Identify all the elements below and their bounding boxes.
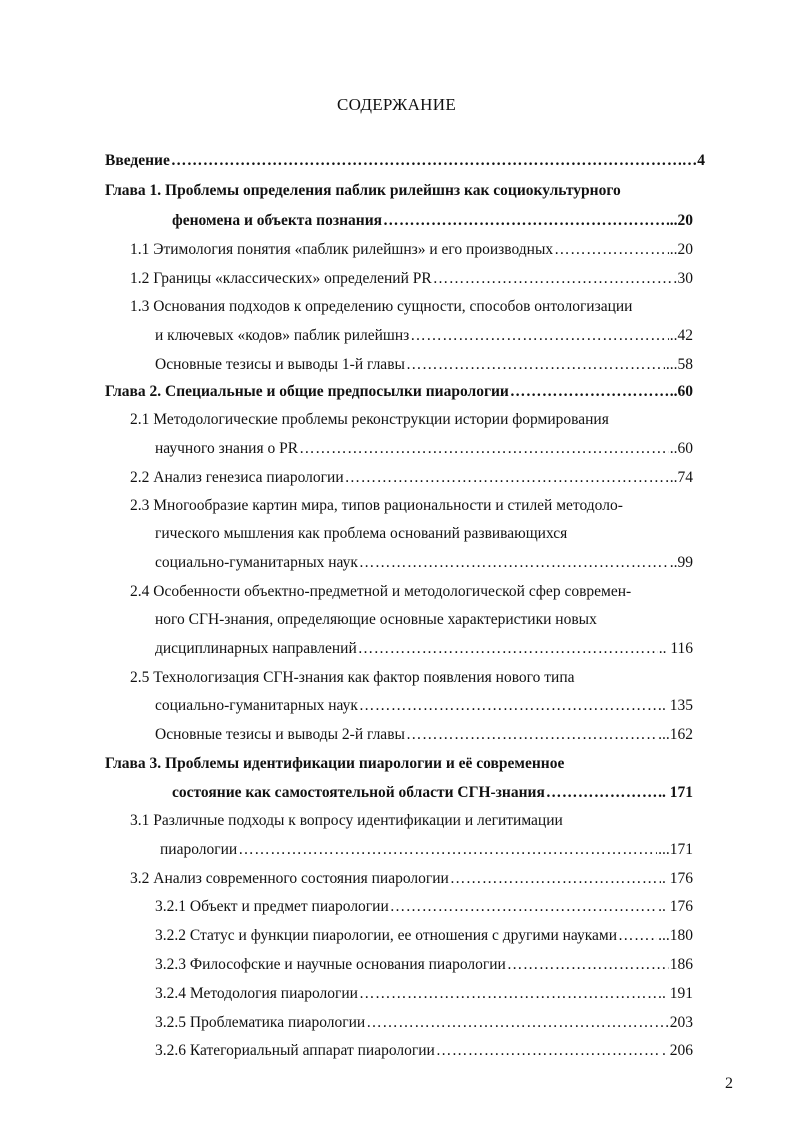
toc-entry-text: 3.2.4 Методология пиарологии: [155, 985, 358, 1002]
toc-leader: [359, 697, 661, 715]
toc-entry-3-1: 3.1 Различные подходы к вопросу идентификации и легитимации: [130, 812, 563, 829]
toc-entry-text: 3.2.6 Категориальный аппарат пиарологии: [155, 1042, 435, 1059]
toc-entry-3-1-cont: [160, 841, 693, 859]
toc-entry-page: ..20: [669, 241, 693, 258]
toc-leader: [171, 152, 681, 170]
toc-entry-2-4: 2.4 Особенности объектно-предметной и методологической сфер современ-: [130, 583, 632, 600]
toc-entry-1-3: 1.3 Основания подходов к определению сущности, способов онтологизации: [130, 298, 633, 315]
toc-entry-page: ...58: [665, 356, 693, 373]
toc-entry-text: 3.2.1 Объект и предмет пиарологии: [155, 898, 389, 915]
toc-entry-text: 1.1 Этимология понятия «паблик рилейшнз» и его производных: [130, 241, 554, 258]
toc-leader: [436, 1042, 661, 1060]
page-title: СОДЕРЖАНИЕ: [336, 95, 457, 114]
toc-entry-text: 1.2 Границы «классических» определений PR: [130, 270, 432, 287]
toc-entry-page: .. 171: [658, 784, 693, 801]
toc-entry-3-2: [130, 870, 693, 888]
toc-leader: [345, 469, 669, 487]
toc-leader: [390, 898, 657, 916]
page-number: 2: [725, 1075, 733, 1092]
toc-entry-text: 2.2 Анализ генезиса пиарологии: [130, 469, 344, 486]
toc-entry-3-2-4: [155, 985, 693, 1003]
toc-entry-text: пиарологии: [160, 841, 238, 858]
toc-entry-page: ..99: [669, 554, 693, 571]
toc-leader: [507, 956, 669, 974]
toc-entry-text: феномена и объекта познания: [172, 212, 383, 229]
toc-entry-2-4-cont: ного СГН-знания, определяющие основные характеристики новых: [155, 611, 597, 628]
toc-entry-summary-1: [155, 356, 693, 374]
toc-leader: [406, 356, 665, 374]
toc-entry-page: ..74: [669, 469, 693, 486]
toc-entry-page: ...180: [658, 927, 693, 944]
toc-entry-text: 3.2 Анализ современного состояния пиарологии: [130, 870, 449, 887]
toc-leader: [358, 640, 658, 658]
toc-chapter-3-title: Глава 3. Проблемы идентификации пиарологии и её современное: [105, 755, 565, 772]
toc-entry-page: . 135: [662, 697, 693, 714]
toc-entry-2-4-end: [155, 640, 693, 658]
toc-entry-3-2-2: [155, 927, 693, 945]
toc-entry-2-3-end: [155, 554, 693, 572]
toc-entry-text: состояние как самостоятельной области СГН-знания: [172, 784, 545, 801]
toc-entry-intro: [105, 152, 705, 170]
toc-leader: [299, 440, 669, 458]
toc-leader: [359, 554, 669, 572]
toc-entry-text: Основные тезисы и выводы 1-й главы: [155, 356, 405, 373]
toc-chapter-1-title: Глава 1. Проблемы определения паблик рилейшнз как социокультурного: [105, 182, 621, 199]
toc-chapter-3-subtitle: [172, 784, 693, 802]
toc-chapter-2-title: [105, 383, 693, 401]
toc-entry-text: 3.2.5 Проблематика пиарологии: [155, 1014, 366, 1031]
toc-entry-page: . 176: [662, 870, 693, 887]
toc-leader: [618, 927, 657, 945]
toc-entry-text: социально-гуманитарных наук: [155, 554, 358, 571]
toc-entry-page: ..20: [669, 212, 693, 229]
toc-entry-page: ..60: [669, 440, 693, 457]
toc-entry-page: ..42: [669, 327, 693, 344]
toc-leader: [383, 212, 669, 230]
toc-entry-2-1: 2.1 Методологические проблемы реконструкции истории формирования: [130, 411, 609, 428]
toc-entry-3-2-6: [155, 1042, 693, 1060]
toc-entry-text: 3.2.2 Статус и функции пиарологии, ее отношения с другими науками: [155, 927, 618, 944]
toc-entry-page: 203: [669, 1014, 693, 1031]
toc-entry-page: 30: [677, 270, 693, 287]
toc-entry-page: ..60: [669, 383, 693, 400]
toc-entry-3-2-3: [155, 956, 693, 974]
toc-entry-page: …4: [681, 152, 705, 169]
toc-entry-2-3-cont: гического мышления как проблема оснований развивающихся: [155, 525, 568, 542]
toc-entry-text: Введение: [105, 152, 170, 169]
toc-leader: [450, 870, 661, 888]
toc-leader: [546, 784, 657, 802]
toc-entry-text: социально-гуманитарных наук: [155, 697, 358, 714]
toc-entry-text: и ключевых «кодов» паблик рилейшнз: [155, 327, 410, 344]
toc-entry-summary-2: [155, 726, 693, 744]
toc-entry-2-5: 2.5 Технологизация СГН-знания как фактор появления нового типа: [130, 669, 575, 686]
toc-entry-text: дисциплинарных направлений: [155, 640, 357, 657]
toc-leader: [433, 270, 677, 288]
toc-entry-page: 186: [669, 956, 693, 973]
toc-leader: [366, 1014, 669, 1032]
toc-entry-text: научного знания о PR: [155, 440, 299, 457]
toc-entry-1-2: [130, 270, 693, 288]
toc-entry-page: ...171: [658, 841, 693, 858]
toc-entry-1-1: [130, 241, 693, 259]
toc-entry-page: ...162: [658, 726, 693, 743]
toc-leader: [406, 726, 657, 744]
toc-entry-page: .. 116: [658, 640, 693, 657]
toc-leader: [554, 241, 669, 259]
toc-entry-2-3: 2.3 Многообразие картин мира, типов рациональности и стилей методоло-: [130, 497, 623, 514]
toc-entry-1-3-cont: [155, 327, 693, 345]
toc-entry-page: .. 176: [658, 898, 693, 915]
toc-leader: [410, 327, 668, 345]
toc-entry-page: . 191: [662, 985, 693, 1002]
toc-entry-2-5-cont: [155, 697, 693, 715]
toc-entry-2-1-cont: [155, 440, 693, 458]
toc-entry-text: Глава 2. Специальные и общие предпосылки пиарологии: [105, 383, 509, 400]
toc-leader: [510, 383, 669, 401]
toc-leader: [238, 841, 657, 859]
toc-entry-2-2: [130, 469, 693, 487]
toc-chapter-1-subtitle: [172, 212, 693, 230]
toc-entry-3-2-1: [155, 898, 693, 916]
toc-leader: [359, 985, 661, 1003]
toc-entry-text: Основные тезисы и выводы 2-й главы: [155, 726, 405, 743]
toc-entry-page: . 206: [662, 1042, 693, 1059]
toc-entry-3-2-5: [155, 1014, 693, 1032]
toc-entry-text: 3.2.3 Философские и научные основания пиарологии: [155, 956, 506, 973]
